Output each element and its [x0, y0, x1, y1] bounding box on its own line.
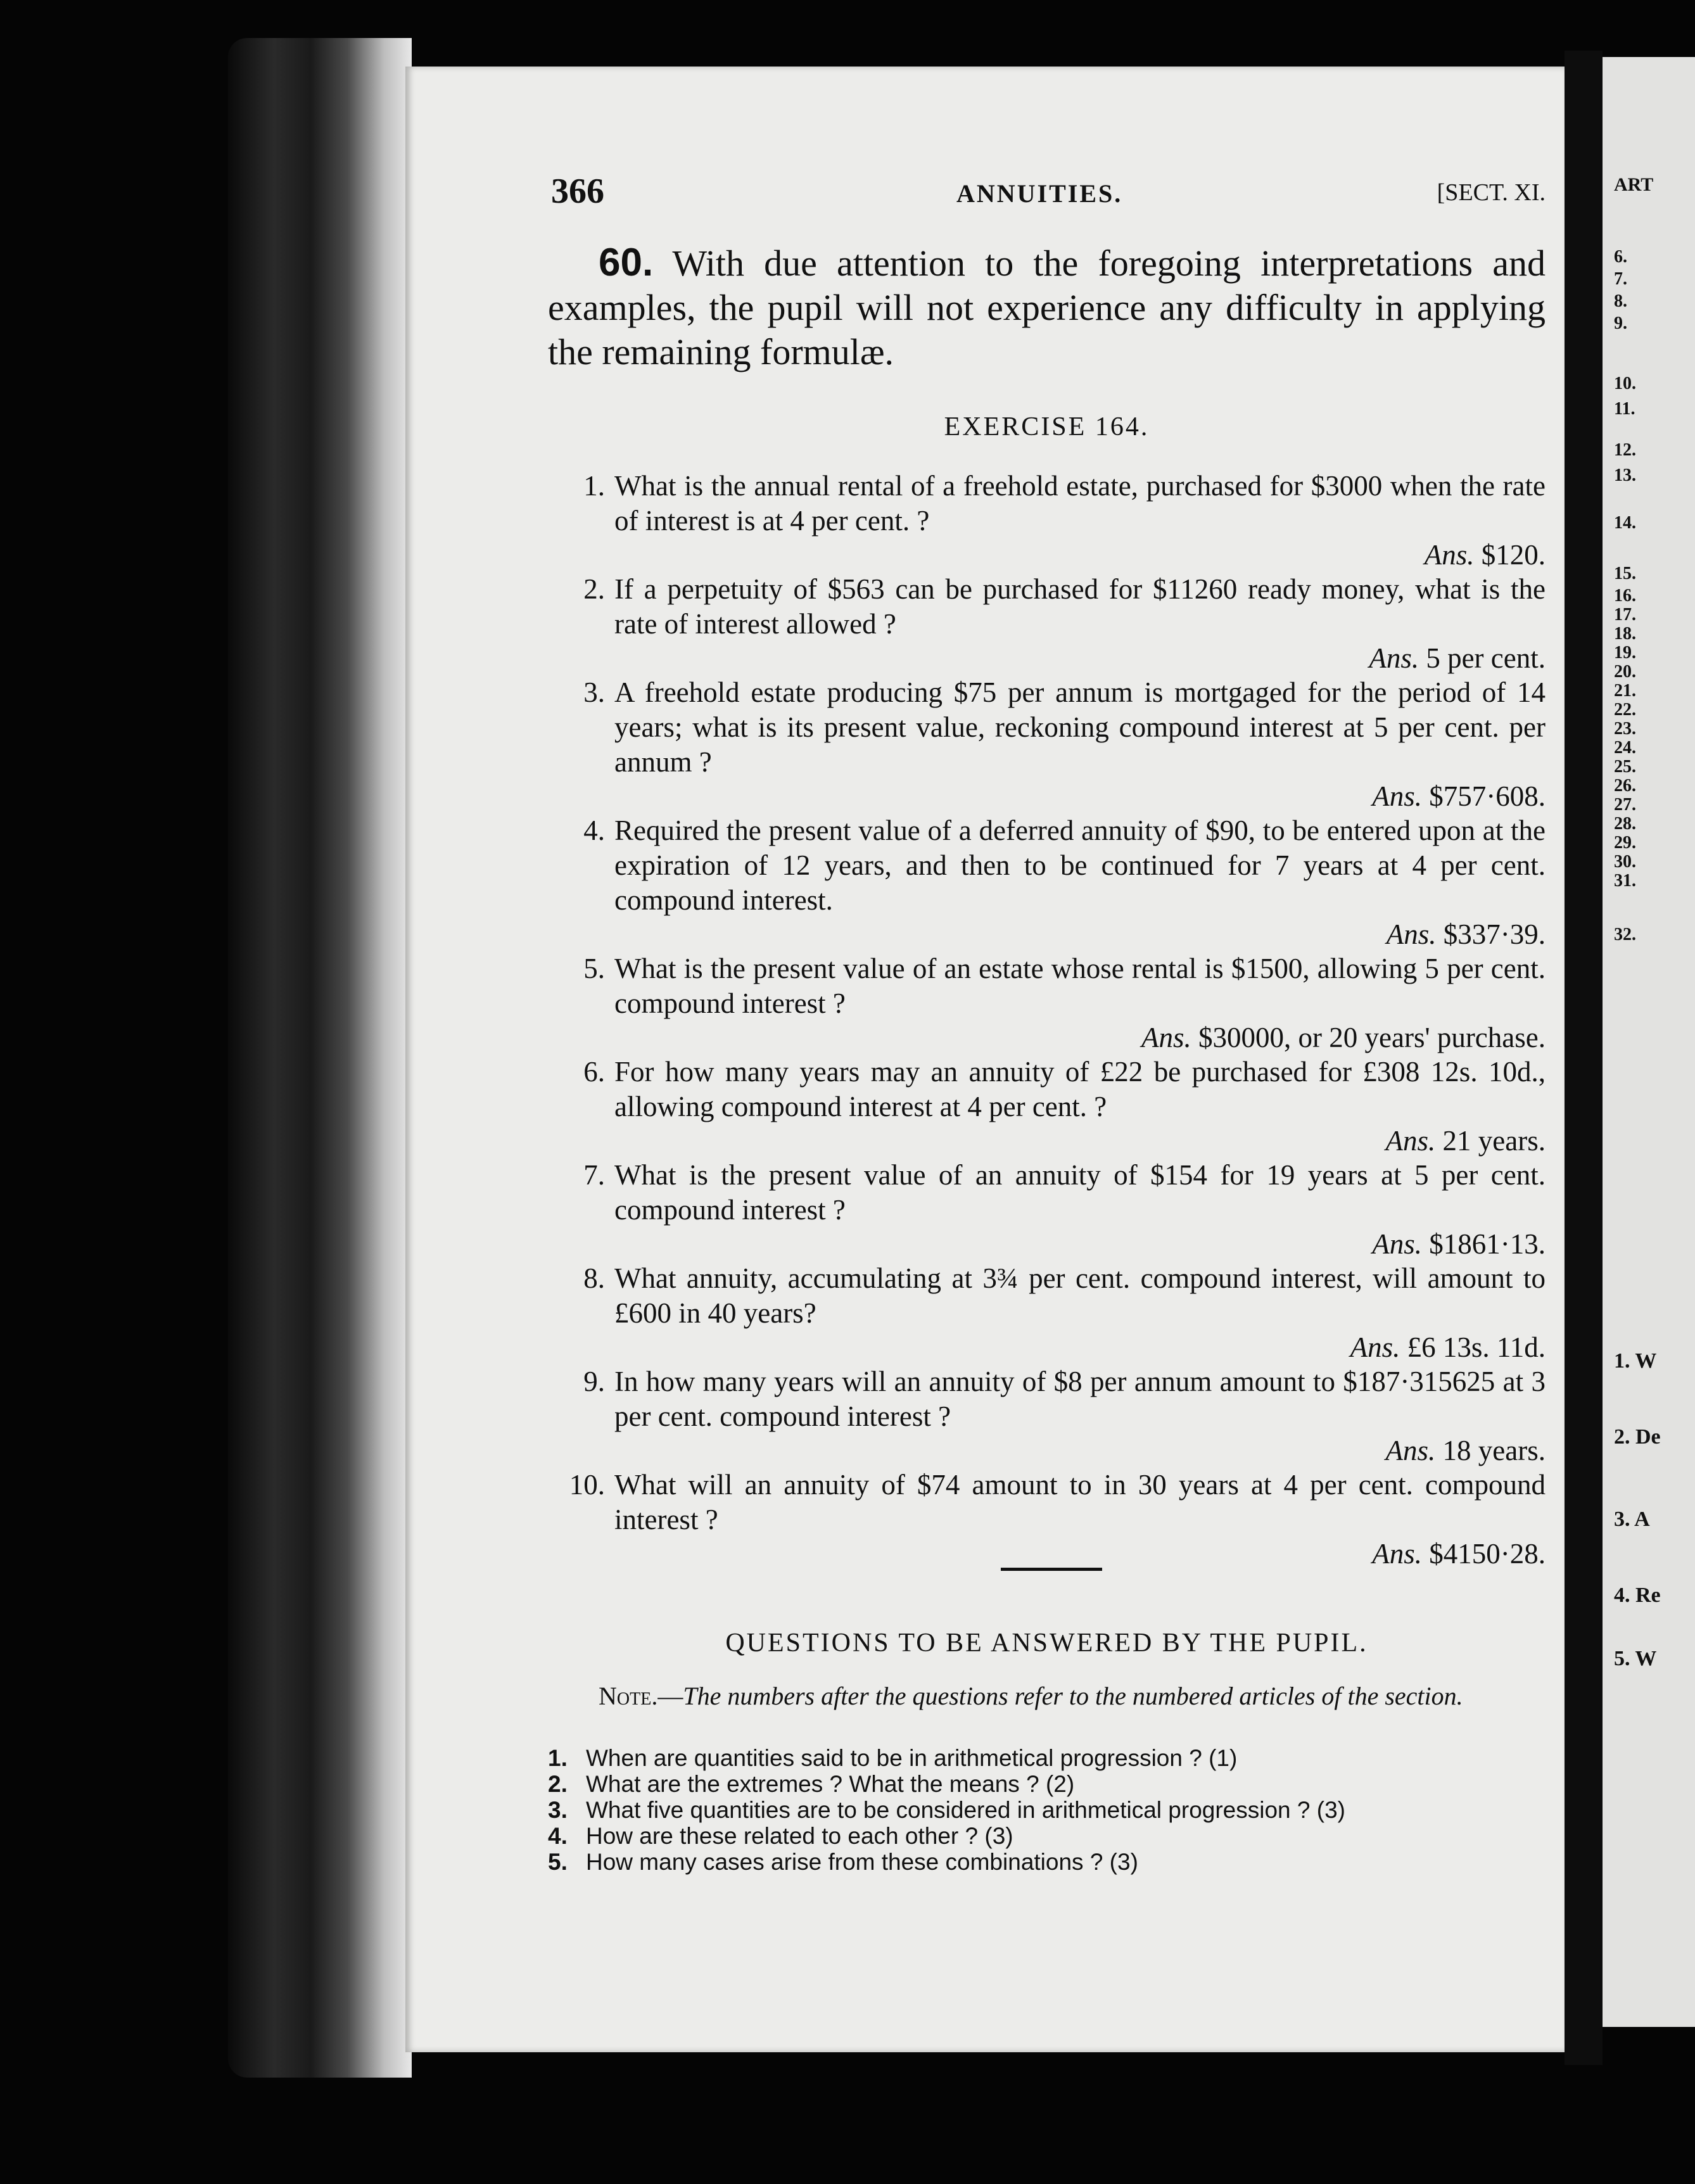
book-gutter: [1565, 51, 1603, 2065]
next-page-mark: 25.: [1614, 757, 1636, 777]
question-list: [548, 1745, 1546, 1875]
question-item: [548, 1745, 1546, 1771]
problem-answer: [548, 918, 1546, 951]
problem-item: [548, 572, 1546, 675]
next-page-mark: 10.: [1614, 374, 1636, 393]
problem-item: [548, 951, 1546, 1055]
next-page-mark: 7.: [1614, 269, 1627, 289]
answer-value: $120.: [1474, 539, 1546, 571]
question-item: [548, 1771, 1546, 1797]
answer-label: Ans.: [1372, 780, 1422, 812]
problem-number: 6.: [583, 1056, 605, 1088]
question-text: What five quantities are to be considered in arithmetical progression ? (3): [586, 1797, 1345, 1823]
intro-paragraph: [548, 241, 1546, 374]
answer-value: £6 13s. 11d.: [1400, 1331, 1546, 1363]
problem-item: [548, 1364, 1546, 1468]
question-number: 1.: [548, 1745, 568, 1771]
question-text: How are these related to each other ? (3): [586, 1823, 1013, 1849]
next-page-mark: 6.: [1614, 247, 1627, 267]
problem-text: What will an annuity of $74 amount to in 30 years at 4 per cent. compound interest ?: [614, 1469, 1546, 1535]
next-page-mark: 18.: [1614, 624, 1636, 644]
problem-item: [548, 675, 1546, 813]
next-page-mark: 21.: [1614, 681, 1636, 701]
note-text: The numbers after the questions refer to the numbered articles of the section.: [683, 1682, 1463, 1710]
section-label: [SECT. XI.: [1437, 179, 1546, 206]
next-page-mark: 13.: [1614, 466, 1636, 485]
next-page-mark: 14.: [1614, 513, 1636, 533]
note-paragraph: [548, 1679, 1546, 1714]
problem-answer: [548, 1124, 1546, 1158]
book-edge: [228, 38, 412, 2078]
next-page-mark: 8.: [1614, 291, 1627, 311]
next-page-mark: 2. De: [1614, 1425, 1661, 1449]
section-divider: [1001, 1568, 1102, 1571]
note-label: Note.—: [599, 1682, 683, 1710]
problem-number: 1.: [583, 470, 605, 502]
next-page-mark: 12.: [1614, 440, 1636, 460]
running-title: ANNUITIES.: [956, 179, 1123, 208]
question-item: [548, 1797, 1546, 1823]
answer-value: 5 per cent.: [1419, 642, 1546, 674]
problem-text: For how many years may an annuity of £22 be purchased for £308 12s. 10d., allowing compound interest at 4 per cent. ?: [614, 1056, 1546, 1122]
problem-text: In how many years will an annuity of $8 per annum amount to $187·315625 at 3 per cent. compound interest ?: [614, 1366, 1546, 1432]
problem-answer: [548, 642, 1546, 675]
problem-number: 3.: [583, 676, 605, 708]
answer-value: $4150·28.: [1422, 1538, 1546, 1570]
next-page-mark: 20.: [1614, 662, 1636, 682]
problem-item: [548, 469, 1546, 572]
page-number: 366: [551, 172, 604, 211]
answer-value: $337·39.: [1436, 918, 1546, 950]
question-text: How many cases arise from these combinations ? (3): [586, 1849, 1138, 1875]
problem-number: 9.: [583, 1366, 605, 1397]
problem-text: What is the present value of an estate whose rental is $1500, allowing 5 per cent. compound interest ?: [614, 953, 1546, 1019]
questions-title: QUESTIONS TO BE ANSWERED BY THE PUPIL.: [725, 1628, 1368, 1658]
question-text: What are the extremes ? What the means ? (2): [586, 1771, 1075, 1797]
answer-value: 18 years.: [1435, 1435, 1546, 1466]
problem-text: What is the annual rental of a freehold estate, purchased for $3000 when the rate of interest is at 4 per cent. ?: [614, 470, 1546, 536]
problem-number: 7.: [583, 1159, 605, 1191]
problem-item: [548, 1468, 1546, 1571]
answer-label: Ans.: [1372, 1228, 1422, 1260]
page-header: [551, 171, 1546, 209]
next-page-mark: 5. W: [1614, 1647, 1657, 1670]
question-number: 3.: [548, 1797, 568, 1823]
answer-label: Ans.: [1386, 918, 1437, 950]
problem-text: What is the present value of an annuity of $154 for 19 years at 5 per cent. compound interest ?: [614, 1159, 1546, 1226]
next-page-mark: 15.: [1614, 564, 1636, 583]
next-page-mark: 22.: [1614, 700, 1636, 720]
problem-answer: [548, 1537, 1546, 1571]
answer-label: Ans.: [1350, 1331, 1400, 1363]
next-page-mark: 19.: [1614, 643, 1636, 663]
problem-item: [548, 1158, 1546, 1261]
next-page-mark: 30.: [1614, 852, 1636, 872]
intro-text: With due attention to the foregoing interpretations and examples, the pupil will not experience any difficulty in applying the remaining formulæ.: [548, 243, 1546, 372]
answer-label: Ans.: [1385, 1435, 1436, 1466]
next-page-mark: 17.: [1614, 605, 1636, 625]
answer-value: $757·608.: [1422, 780, 1546, 812]
problem-item: [548, 1261, 1546, 1364]
answer-value: $30000, or 20 years' purchase.: [1191, 1022, 1546, 1053]
next-page-mark: 29.: [1614, 833, 1636, 853]
problem-answer: [548, 1434, 1546, 1468]
problem-item: [548, 1055, 1546, 1158]
problem-number: 8.: [583, 1262, 605, 1294]
next-page-mark: 9.: [1614, 314, 1627, 333]
answer-value: $1861·13.: [1422, 1228, 1546, 1260]
next-page-mark: 31.: [1614, 871, 1636, 891]
answer-label: Ans.: [1372, 1538, 1422, 1570]
problem-text: What annuity, accumulating at 3¾ per cent. compound interest, will amount to £600 in 40 years?: [614, 1262, 1546, 1329]
question-number: 4.: [548, 1823, 568, 1849]
problem-answer: [548, 1021, 1546, 1055]
question-text: When are quantities said to be in arithmetical progression ? (1): [586, 1745, 1238, 1771]
question-number: 5.: [548, 1849, 568, 1875]
next-page-mark: 27.: [1614, 795, 1636, 815]
problem-number: 5.: [583, 953, 605, 984]
problem-item: [548, 813, 1546, 951]
answer-value: 21 years.: [1435, 1125, 1546, 1157]
exercise-title: EXERCISE 164.: [944, 412, 1150, 441]
problem-list: [548, 469, 1546, 1571]
next-page-mark: 23.: [1614, 719, 1636, 739]
next-page-mark: 1. W: [1614, 1349, 1657, 1373]
answer-label: Ans.: [1369, 642, 1419, 674]
answer-label: Ans.: [1141, 1022, 1191, 1053]
question-item: [548, 1823, 1546, 1849]
answer-label: Ans.: [1385, 1125, 1436, 1157]
problem-answer: [548, 1331, 1546, 1364]
problem-text: If a perpetuity of $563 can be purchased for $11260 ready money, what is the rate of interest allowed ?: [614, 573, 1546, 640]
problem-answer: [548, 538, 1546, 572]
next-page-strip: [1603, 57, 1695, 2027]
article-number: 60.: [599, 241, 654, 284]
problem-answer: [548, 780, 1546, 813]
answer-label: Ans.: [1424, 539, 1475, 571]
next-page-mark: 24.: [1614, 738, 1636, 758]
next-page-mark: 28.: [1614, 814, 1636, 834]
question-number: 2.: [548, 1771, 568, 1797]
next-page-mark: 16.: [1614, 586, 1636, 606]
problem-text: Required the present value of a deferred annuity of $90, to be entered upon at the expiration of 12 years, and then to be continued for 7 years at 4 per cent. compound interest.: [614, 815, 1546, 916]
next-page-mark: 3. A: [1614, 1508, 1650, 1531]
next-page-mark: 11.: [1614, 399, 1635, 419]
problem-text: A freehold estate producing $75 per annum is mortgaged for the period of 14 years; what is its present value, reckoning compound interest at 5 per cent. per annum ?: [614, 676, 1546, 778]
problem-number: 4.: [583, 815, 605, 846]
next-page-mark: 32.: [1614, 925, 1636, 944]
question-item: [548, 1849, 1546, 1875]
next-page-mark: 26.: [1614, 776, 1636, 796]
problem-number: 10.: [569, 1469, 605, 1501]
problem-number: 2.: [583, 573, 605, 605]
next-page-header: ART: [1614, 174, 1654, 195]
problem-answer: [548, 1228, 1546, 1261]
next-page-mark: 4. Re: [1614, 1584, 1661, 1607]
